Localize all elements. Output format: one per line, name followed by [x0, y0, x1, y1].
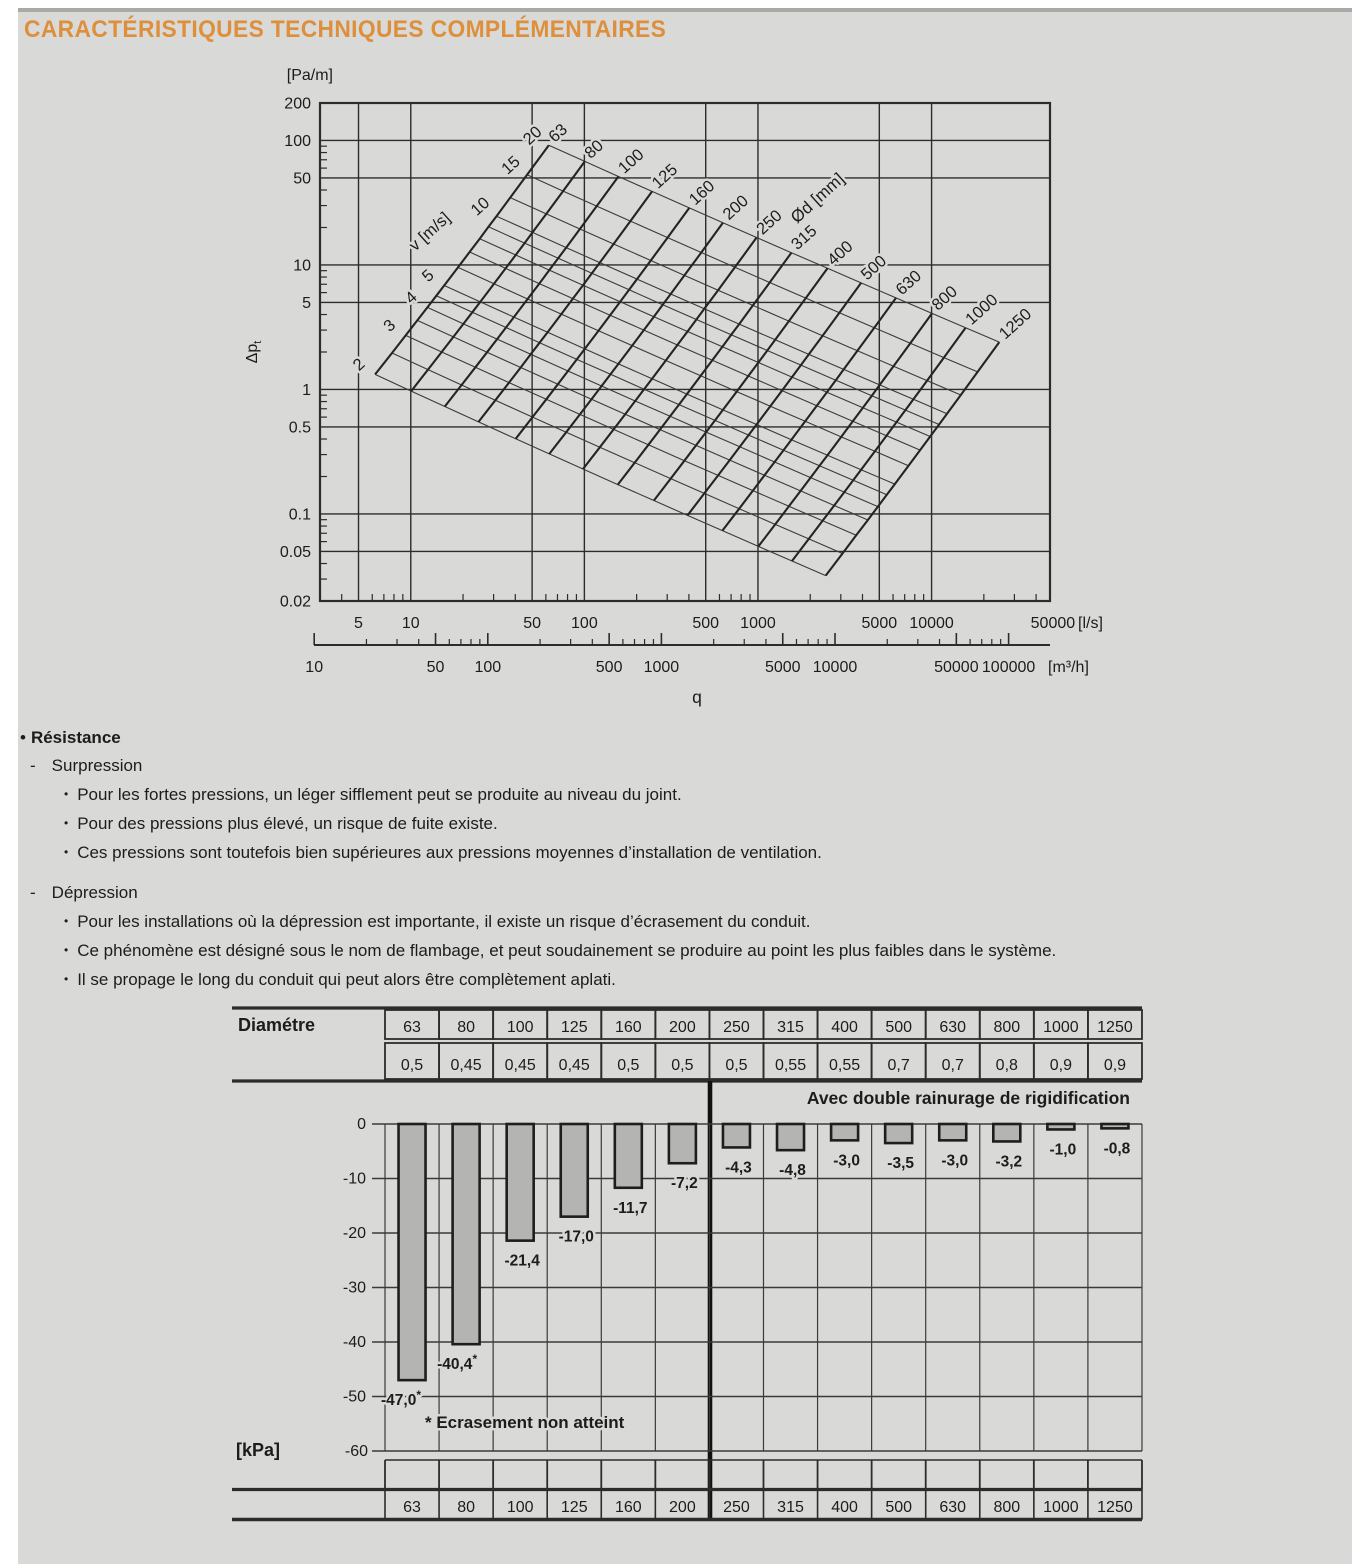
svg-text:80: 80 — [457, 1019, 476, 1036]
resistance-title: Résistance — [30, 728, 121, 747]
svg-text:Avec double rainurage de rigid: Avec double rainurage de rigidification — [806, 1088, 1130, 1108]
note-bullet — [20, 965, 1335, 994]
svg-text:[l/s]: [l/s] — [1078, 615, 1103, 632]
svg-text:630: 630 — [892, 267, 925, 299]
svg-text:0,5: 0,5 — [725, 1057, 748, 1074]
svg-text:10: 10 — [305, 659, 324, 676]
svg-text:-50: -50 — [342, 1388, 366, 1406]
svg-text:315: 315 — [777, 1019, 804, 1036]
note-bullet — [20, 936, 1335, 965]
svg-text:0,5: 0,5 — [400, 1057, 424, 1074]
svg-text:5: 5 — [418, 266, 438, 286]
svg-text:200: 200 — [669, 1499, 696, 1516]
spacer — [20, 867, 1335, 879]
svg-text:160: 160 — [614, 1499, 642, 1516]
svg-text:* Ecrasement non atteint: * Ecrasement non atteint — [425, 1413, 625, 1432]
resistance-heading — [20, 724, 1335, 752]
notes-section — [20, 724, 1335, 994]
svg-text:-3,2: -3,2 — [995, 1153, 1023, 1171]
svg-text:1000: 1000 — [962, 290, 1002, 329]
svg-text:125: 125 — [560, 1019, 588, 1036]
svg-text:0,55: 0,55 — [774, 1057, 807, 1074]
svg-text:-47,0*: -47,0* — [381, 1388, 422, 1410]
depression-heading — [20, 879, 1335, 907]
svg-text:-21,4: -21,4 — [504, 1252, 540, 1270]
svg-text:-7,2: -7,2 — [671, 1175, 698, 1193]
note-text: Il se propage le long du conduit qui peut alors être complètement aplati. — [77, 970, 616, 989]
note-text: Pour les fortes pressions, un léger sifflement peut se produite au niveau du joint. — [77, 785, 682, 804]
svg-text:0.5: 0.5 — [288, 419, 311, 437]
svg-text:160: 160 — [685, 177, 719, 209]
bullet-icon: • — [20, 728, 26, 747]
svg-text:630: 630 — [939, 1019, 967, 1036]
svg-text:0,45: 0,45 — [504, 1057, 536, 1074]
rigidification-label — [807, 1088, 1130, 1108]
note-text: Ces pressions sont toutefois bien supérieures aux pressions moyennes d’installation de ventilation. — [77, 843, 822, 862]
svg-text:800: 800 — [928, 282, 961, 315]
svg-text:50000: 50000 — [1030, 615, 1076, 632]
svg-text:800: 800 — [993, 1019, 1021, 1036]
svg-text:1: 1 — [302, 381, 311, 399]
crush-footnote — [425, 1413, 625, 1432]
svg-text:100: 100 — [506, 1019, 534, 1036]
svg-text:-3,0: -3,0 — [833, 1152, 860, 1170]
svg-text:250: 250 — [723, 1019, 750, 1036]
svg-text:-3,5: -3,5 — [887, 1155, 915, 1173]
svg-text:63: 63 — [545, 120, 571, 147]
svg-text:100: 100 — [506, 1499, 534, 1516]
svg-text:500: 500 — [885, 1019, 913, 1036]
svg-text:100: 100 — [474, 659, 502, 676]
surpression-title: Surpression — [51, 756, 143, 775]
svg-text:0,55: 0,55 — [829, 1057, 861, 1074]
note-bullet — [20, 907, 1335, 936]
svg-text:-60: -60 — [344, 1443, 368, 1460]
svg-text:315: 315 — [787, 221, 821, 254]
svg-text:100: 100 — [284, 132, 311, 150]
svg-text:100000: 100000 — [981, 659, 1036, 676]
friction-minor-ticks — [320, 146, 1036, 601]
svg-text:400: 400 — [831, 1499, 858, 1516]
svg-text:[Pa/m]: [Pa/m] — [286, 67, 333, 84]
bullet-icon: • — [64, 845, 69, 859]
svg-text:10: 10 — [293, 257, 311, 275]
svg-text:-4,3: -4,3 — [725, 1159, 752, 1177]
svg-text:200: 200 — [284, 95, 311, 113]
bullet-icon: • — [64, 914, 69, 928]
svg-text:0,7: 0,7 — [941, 1057, 964, 1074]
svg-text:Ød [mm]: Ød [mm] — [786, 169, 849, 227]
svg-text:q: q — [692, 687, 702, 707]
svg-text:20: 20 — [519, 122, 546, 149]
svg-text:800: 800 — [993, 1499, 1021, 1516]
svg-text:5: 5 — [302, 294, 311, 312]
svg-text:3: 3 — [380, 316, 400, 336]
svg-text:1000: 1000 — [1043, 1019, 1079, 1036]
note-text: Pour des pressions plus élevé, un risque de fuite existe. — [77, 814, 498, 833]
bullet-icon: • — [64, 943, 69, 957]
svg-text:0.05: 0.05 — [279, 543, 311, 561]
svg-text:-30: -30 — [342, 1279, 366, 1297]
svg-text:-20: -20 — [342, 1225, 366, 1242]
svg-text:Δpt: $\Delta p_t$ — [244, 340, 264, 364]
svg-text:-17,0: -17,0 — [558, 1228, 594, 1246]
svg-text:50: 50 — [523, 615, 542, 632]
svg-text:[m³/h]: [m³/h] — [1048, 659, 1089, 676]
svg-text:-0,8: -0,8 — [1103, 1140, 1131, 1158]
svg-text:500: 500 — [692, 615, 720, 632]
friction-axis-labels — [244, 67, 1103, 707]
svg-text:15: 15 — [498, 152, 524, 179]
bullet-icon: • — [64, 816, 69, 830]
svg-text:0: 0 — [357, 1116, 366, 1133]
svg-text:0,9: 0,9 — [1103, 1057, 1127, 1074]
svg-text:0.02: 0.02 — [279, 593, 311, 611]
svg-text:50: 50 — [293, 170, 311, 188]
svg-text:63: 63 — [403, 1499, 421, 1516]
crush-chart — [232, 1008, 1142, 1520]
svg-text:0,5: 0,5 — [617, 1057, 640, 1074]
svg-text:250: 250 — [723, 1499, 750, 1516]
svg-text:0,8: 0,8 — [995, 1057, 1018, 1074]
svg-text:0,45: 0,45 — [558, 1057, 590, 1074]
dimension-table — [232, 1008, 1142, 1081]
svg-text:100: 100 — [571, 615, 598, 632]
svg-text:50000: 50000 — [934, 659, 979, 676]
svg-text:0,5: 0,5 — [671, 1057, 694, 1074]
svg-text:[kPa]: [kPa] — [236, 1440, 281, 1460]
svg-text:50: 50 — [426, 659, 445, 676]
svg-text:200: 200 — [669, 1019, 696, 1036]
svg-text:400: 400 — [831, 1019, 858, 1036]
svg-text:500: 500 — [595, 659, 623, 676]
svg-text:500: 500 — [857, 251, 891, 284]
svg-text:1000: 1000 — [643, 659, 680, 676]
svg-text:10: 10 — [401, 615, 420, 632]
bullet-icon: • — [64, 787, 69, 801]
svg-text:500: 500 — [885, 1499, 913, 1516]
diameter-lines — [375, 145, 1002, 575]
note-bullet — [20, 809, 1335, 838]
note-bullet — [20, 780, 1335, 809]
svg-text:1000: 1000 — [740, 615, 776, 632]
svg-text:200: 200 — [719, 191, 752, 224]
svg-text:125: 125 — [648, 160, 682, 193]
svg-text:10: 10 — [467, 193, 494, 220]
svg-text:160: 160 — [614, 1019, 642, 1036]
svg-text:10000: 10000 — [909, 615, 954, 632]
svg-text:80: 80 — [457, 1499, 476, 1516]
svg-text:5000: 5000 — [861, 615, 898, 632]
svg-text:1250: 1250 — [1097, 1019, 1133, 1036]
dash-icon: - — [30, 883, 36, 902]
bullet-icon: • — [64, 972, 69, 986]
svg-text:1000: 1000 — [1043, 1499, 1079, 1516]
svg-text:-4,8: -4,8 — [779, 1162, 806, 1180]
svg-text:125: 125 — [560, 1499, 588, 1516]
svg-text:10000: 10000 — [812, 659, 858, 676]
svg-text:2: 2 — [349, 354, 369, 375]
svg-text:Diamétre: Diamétre — [238, 1015, 316, 1035]
svg-text:5000: 5000 — [764, 659, 801, 676]
svg-text:63: 63 — [403, 1019, 421, 1036]
svg-text:1250: 1250 — [1097, 1499, 1133, 1516]
secondary-axis — [305, 633, 1089, 676]
svg-text:-40,4*: -40,4* — [437, 1352, 478, 1374]
surpression-heading — [20, 752, 1335, 780]
svg-text:-10: -10 — [342, 1170, 366, 1188]
note-text: Pour les installations où la dépression est importante, il existe un risque d’écrasement du conduit. — [77, 912, 811, 931]
svg-text:0,7: 0,7 — [887, 1057, 910, 1074]
svg-text:0,9: 0,9 — [1049, 1057, 1072, 1074]
note-text: Ce phénomène est désigné sous le nom de flambage, et peut soudainement se produire au point les plus faibles dans le système. — [77, 941, 1057, 960]
friction-grid — [320, 103, 1050, 601]
svg-text:0,45: 0,45 — [450, 1057, 482, 1074]
svg-text:v [m/s]: v [m/s] — [405, 208, 454, 255]
svg-text:4: 4 — [401, 288, 421, 308]
svg-text:250: 250 — [753, 206, 786, 239]
svg-text:1250: 1250 — [995, 305, 1036, 343]
friction-chart — [244, 67, 1103, 707]
svg-text:-11,7: -11,7 — [613, 1199, 648, 1217]
svg-text:80: 80 — [581, 136, 607, 163]
svg-text:-3,0: -3,0 — [941, 1152, 969, 1170]
svg-text:630: 630 — [939, 1499, 967, 1516]
svg-text:100: 100 — [614, 145, 648, 178]
svg-text:400: 400 — [823, 237, 857, 270]
page-title: CARACTÉRISTIQUES TECHNIQUES COMPLÉMENTAIRES — [24, 16, 667, 43]
svg-text:5: 5 — [354, 615, 363, 632]
svg-text:315: 315 — [777, 1499, 804, 1516]
svg-text:-40: -40 — [342, 1334, 366, 1351]
svg-text:-1,0: -1,0 — [1049, 1141, 1077, 1159]
svg-text:0.1: 0.1 — [288, 506, 311, 524]
note-bullet — [20, 838, 1335, 867]
dash-icon: - — [30, 756, 36, 775]
bottom-diameter-table — [232, 1460, 1142, 1520]
depression-title: Dépression — [51, 883, 138, 902]
